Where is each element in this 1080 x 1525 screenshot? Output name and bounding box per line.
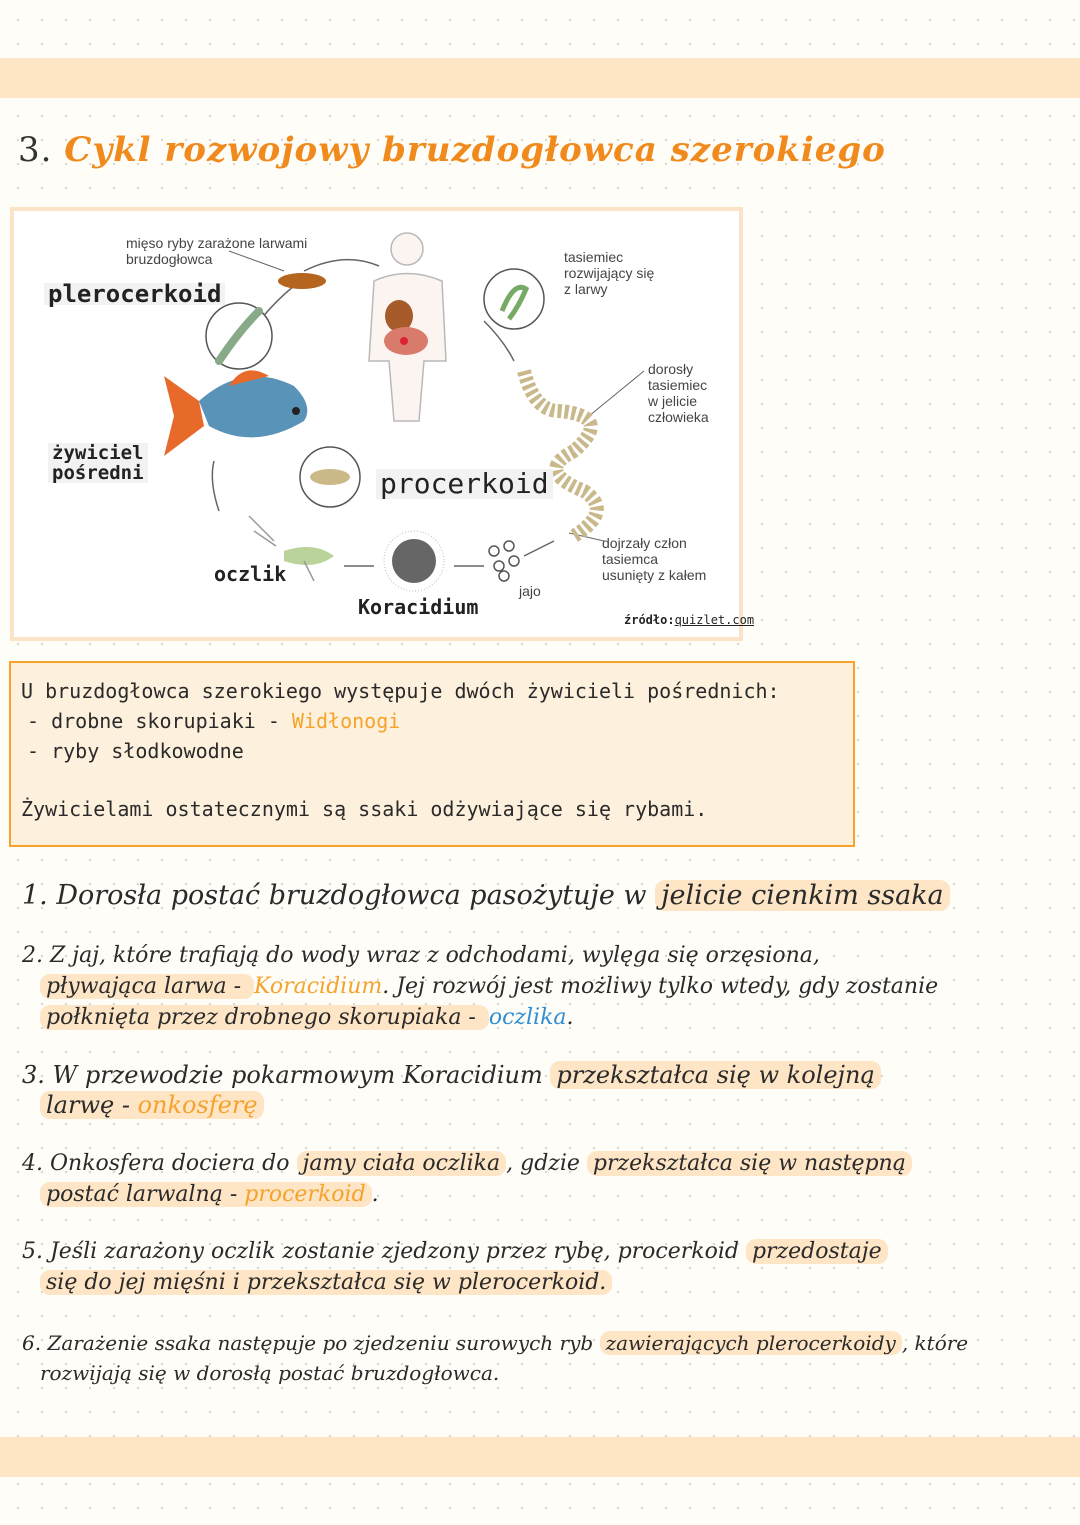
step-5-line-1: [22, 1236, 1032, 1267]
step-2: [22, 940, 1032, 1033]
step-2-oczlik: oczlika: [488, 1005, 567, 1030]
handwritten-intermediate-host: żywiciel pośredni: [48, 443, 148, 483]
step-5-text: 5. Jeśli zarażony oczlik zostanie zjedzony przez rybę, procerkoid: [22, 1239, 746, 1264]
label-fish-meat: mięso ryby zarażone larwami bruzdogłowca: [126, 235, 308, 267]
step-5: [22, 1236, 1032, 1298]
figure-source: [624, 613, 754, 627]
step-4-where: , gdzie: [506, 1151, 587, 1176]
step-2-line-3-highlight: połknięta przez drobnego skorupiaka -: [40, 1005, 489, 1030]
fish: [164, 370, 307, 456]
step-3: [22, 1060, 1032, 1120]
step-4-line-2-highlight: [40, 1182, 372, 1207]
step-4: [22, 1148, 1032, 1210]
infobox-item-2: - ryby słodkowodne: [27, 739, 244, 763]
step-6-which: , które: [901, 1331, 969, 1355]
step-4-line-1: [22, 1148, 1032, 1179]
section-number: 3.: [18, 130, 53, 170]
eggs: [489, 541, 519, 581]
step-1: [22, 880, 1032, 911]
label-tapeworm-developing: tasiemiec rozwijający się z larwy: [564, 249, 655, 297]
procercoid-larva: [310, 469, 350, 485]
fish-meat-piece: [278, 273, 326, 289]
handwritten-procerkoid: procerkoid: [376, 469, 553, 499]
coracidium: [392, 539, 436, 583]
intermediate-hosts-box: [9, 661, 855, 847]
arrow-meat-to-human: [304, 260, 379, 271]
step-1-highlight: jelicie cienkim ssaka: [655, 880, 950, 911]
arrow-copepod-to-fish: [212, 461, 219, 511]
step-4-procerkoid: procerkoid: [244, 1182, 366, 1207]
step-3-highlight: przekształca się w kolejną: [550, 1061, 880, 1089]
step-3-larva: larwę -: [46, 1091, 138, 1119]
step-6-text: 6. Zarażenie ssaka następuje po zjedzeniu surowych ryb: [22, 1331, 600, 1355]
handwritten-plerocerkoid: plerocerkoid: [44, 283, 225, 305]
step-2-koracidium: Koracidium: [254, 974, 383, 999]
step-2-line-3: [22, 1002, 1032, 1033]
source-value: quizlet.com: [674, 613, 755, 627]
step-5-line-2-highlight: się do jej mięśni i przekształca się w plerocerkoid.: [40, 1270, 612, 1295]
handwritten-koracidium: Koracidium: [358, 595, 479, 619]
label-egg: jajo: [519, 583, 541, 599]
bottom-band: [0, 1437, 1080, 1477]
infobox-definitive-hosts: Żywicielami ostatecznymi są ssaki odżywiające się rybami.: [21, 797, 708, 821]
human-intestine-red: [400, 337, 408, 345]
step-2-highlight: pływająca larwa -: [40, 974, 254, 999]
tapeworm-body: [524, 371, 597, 536]
step-1-text: 1. Dorosła postać bruzdogłowca pasożytuje w: [22, 880, 656, 911]
step-6-line-2: rozwijają się w dorosłą postać bruzdogłowca.: [40, 1361, 500, 1385]
step-6-line-1: [22, 1328, 1032, 1358]
step-4-highlight-1: jamy ciała oczlika: [297, 1151, 507, 1176]
section-title: [18, 130, 886, 170]
step-6: [22, 1328, 1032, 1388]
label-mature-segment: dojrzały człon tasiemca usunięty z kałem: [602, 535, 707, 583]
step-4-text: 4. Onkosfera dociera do: [22, 1151, 297, 1176]
step-3-onkosfera: onkosferę: [137, 1091, 258, 1119]
step-4-line-2: [22, 1179, 1032, 1210]
step-5-highlight: przedostaje: [746, 1239, 888, 1264]
step-3-text: 3. W przewodzie pokarmowym Koracidium: [22, 1061, 551, 1089]
adult-label-pointer: [589, 371, 644, 416]
step-3-line-2: [22, 1090, 1032, 1120]
infobox-item-1-text: - drobne skorupiaki -: [27, 709, 292, 733]
step-2-line-2-rest: . Jej rozwój jest możliwy tylko wtedy, gdy zostanie: [382, 974, 939, 999]
infobox-item-1: [27, 709, 400, 733]
step-3-line-1: [22, 1060, 1032, 1090]
step-6-highlight: zawierających plerocerkoidy: [600, 1331, 902, 1355]
step-2-line-2: [22, 971, 1032, 1002]
step-4-end: .: [371, 1182, 379, 1207]
step-2-line-3-end: .: [566, 1005, 574, 1030]
step-4-highlight-2: przekształca się w następną: [587, 1151, 912, 1176]
step-2-line-1: 2. Z jaj, które trafiają do wody wraz z odchodami, wylęga się orzęsiona,: [22, 943, 820, 968]
source-label: źródło:: [624, 613, 675, 627]
infobox-item-1-highlight: Widłonogi: [291, 709, 401, 733]
handwritten-oczlik: oczlik: [214, 562, 287, 586]
step-5-line-2: [22, 1267, 1032, 1298]
top-band: [0, 58, 1080, 98]
arrow-segment-to-egg: [524, 541, 554, 556]
step-3-line-2-highlight: [40, 1091, 264, 1119]
life-cycle-figure: [10, 207, 755, 641]
step-4-larval-form: postać larwalną -: [46, 1182, 245, 1207]
section-title-text: Cykl rozwojowy bruzdogłowca szerokiego: [64, 130, 886, 170]
infobox-intro: U bruzdogłowca szerokiego występuje dwóch żywicieli pośrednich:: [21, 679, 780, 703]
tapeworm-inset: [484, 269, 544, 329]
label-adult-tapeworm: dorosły tasiemiec w jelicie człowieka: [648, 361, 709, 425]
